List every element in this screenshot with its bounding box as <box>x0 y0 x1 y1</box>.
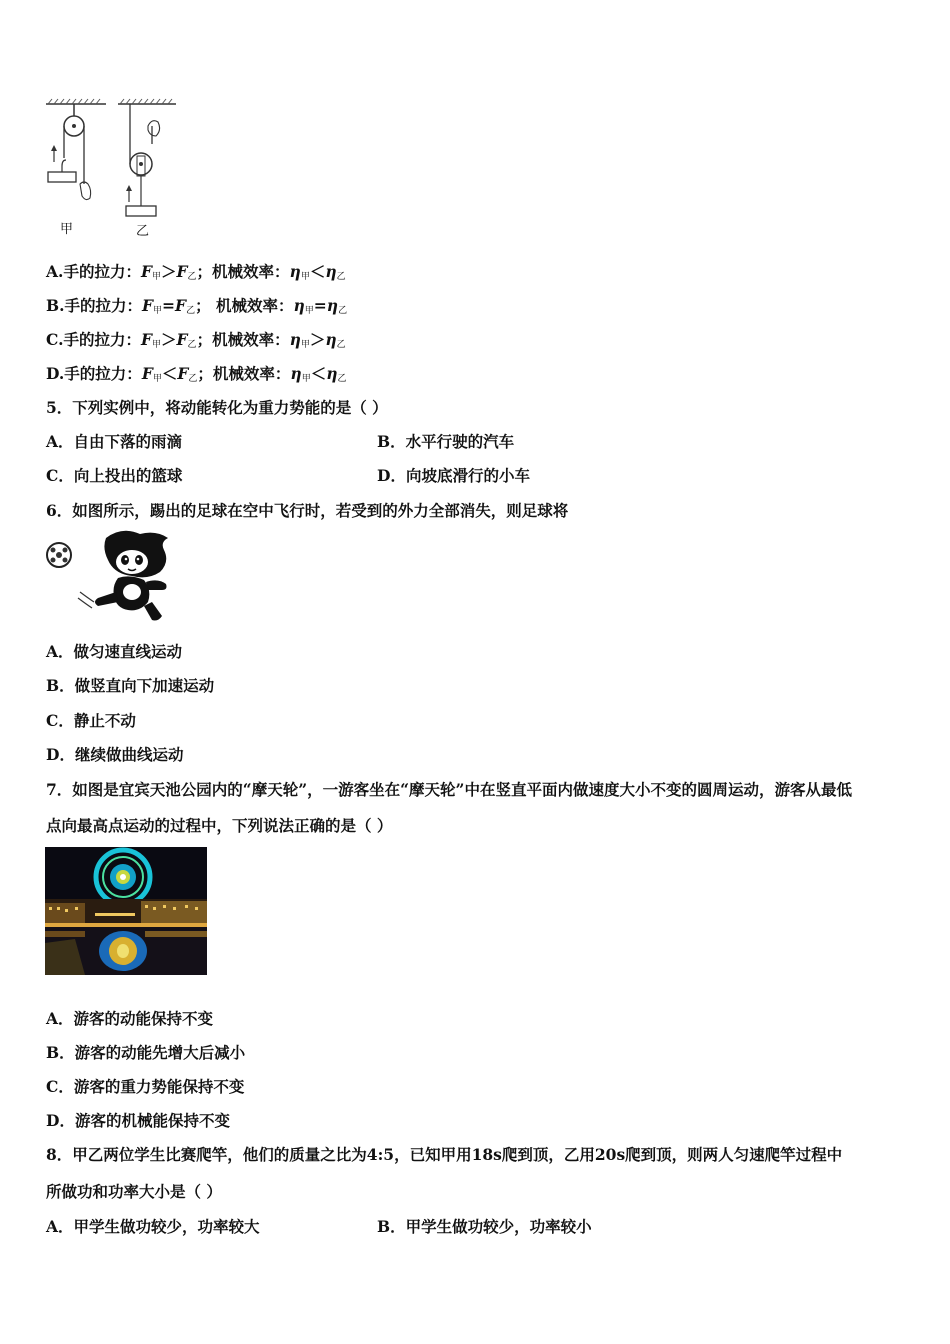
ferris-wheel-night-image <box>45 847 207 975</box>
q4-option-d: D.手的拉力：$F_甲<F_乙$；机械效率：$\eta_甲<\eta_乙$ <box>46 364 347 384</box>
q5-option-c: C．向上投出的篮球 <box>46 466 183 485</box>
q7-option-a: A．游客的动能保持不变 <box>46 1009 214 1028</box>
q5-option-a: A．自由下落的雨滴 <box>46 432 183 451</box>
q6-option-b: B．做竖直向下加速运动 <box>46 676 215 695</box>
q7-option-c: C．游客的重力势能保持不变 <box>46 1077 245 1096</box>
q6-option-c: C．静止不动 <box>46 711 136 730</box>
q6-option-a: A．做匀速直线运动 <box>46 642 183 661</box>
q7-option-d: D．游客的机械能保持不变 <box>46 1111 230 1130</box>
q6-stem: 6．如图所示，踢出的足球在空中飞行时，若受到的外力全部消失，则足球将 <box>46 501 569 520</box>
label-yi: 乙 <box>136 224 150 239</box>
q7-option-b: B．游客的动能先增大后减小 <box>46 1043 246 1062</box>
q4-option-a: A.手的拉力：$F_甲>F_乙$；机械效率：$\eta_甲<\eta_乙$ <box>46 262 346 282</box>
q4-option-c: C.手的拉力：$F_甲>F_乙$；机械效率：$\eta_甲>\eta_乙$ <box>46 330 346 350</box>
q5-option-b: B．水平行驶的汽车 <box>377 432 515 451</box>
pulley-diagram <box>44 96 184 238</box>
football-kick-figure <box>44 528 174 624</box>
q8-option-b: B．甲学生做功较少，功率较小 <box>377 1217 592 1236</box>
ferris-wheel-photo <box>45 847 207 975</box>
q8-option-a: A．甲学生做功较少，功率较大 <box>46 1217 260 1236</box>
q7-stem-line2: 点向最高点运动的过程中，下列说法正确的是（ ） <box>46 816 393 835</box>
q8-stem-line1: 8．甲乙两位学生比赛爬竿，他们的质量之比为4:5，已知甲用18s爬到顶，乙用20s爬到顶，则两人匀速爬竿过程中 <box>46 1145 843 1164</box>
q6-option-d: D．继续做曲线运动 <box>46 745 184 764</box>
q4-option-b: B.手的拉力：$F_甲=F_乙$； 机械效率：$\eta_甲=\eta_乙$ <box>46 296 348 316</box>
q8-stem-line2: 所做功和功率大小是（ ） <box>46 1182 222 1201</box>
q7-stem-line1: 7．如图是宜宾天池公园内的“摩天轮”，一游客坐在“摩天轮”中在竖直平面内做速度大小不变的圆周运动，游客从最低 <box>46 780 852 799</box>
label-jia: 甲 <box>60 222 74 237</box>
q5-option-d: D．向坡底滑行的小车 <box>377 466 530 485</box>
football-kick-illustration <box>44 528 174 624</box>
q5-stem: 5．下列实例中，将动能转化为重力势能的是（ ） <box>46 398 388 417</box>
pulley-figure <box>44 96 184 238</box>
